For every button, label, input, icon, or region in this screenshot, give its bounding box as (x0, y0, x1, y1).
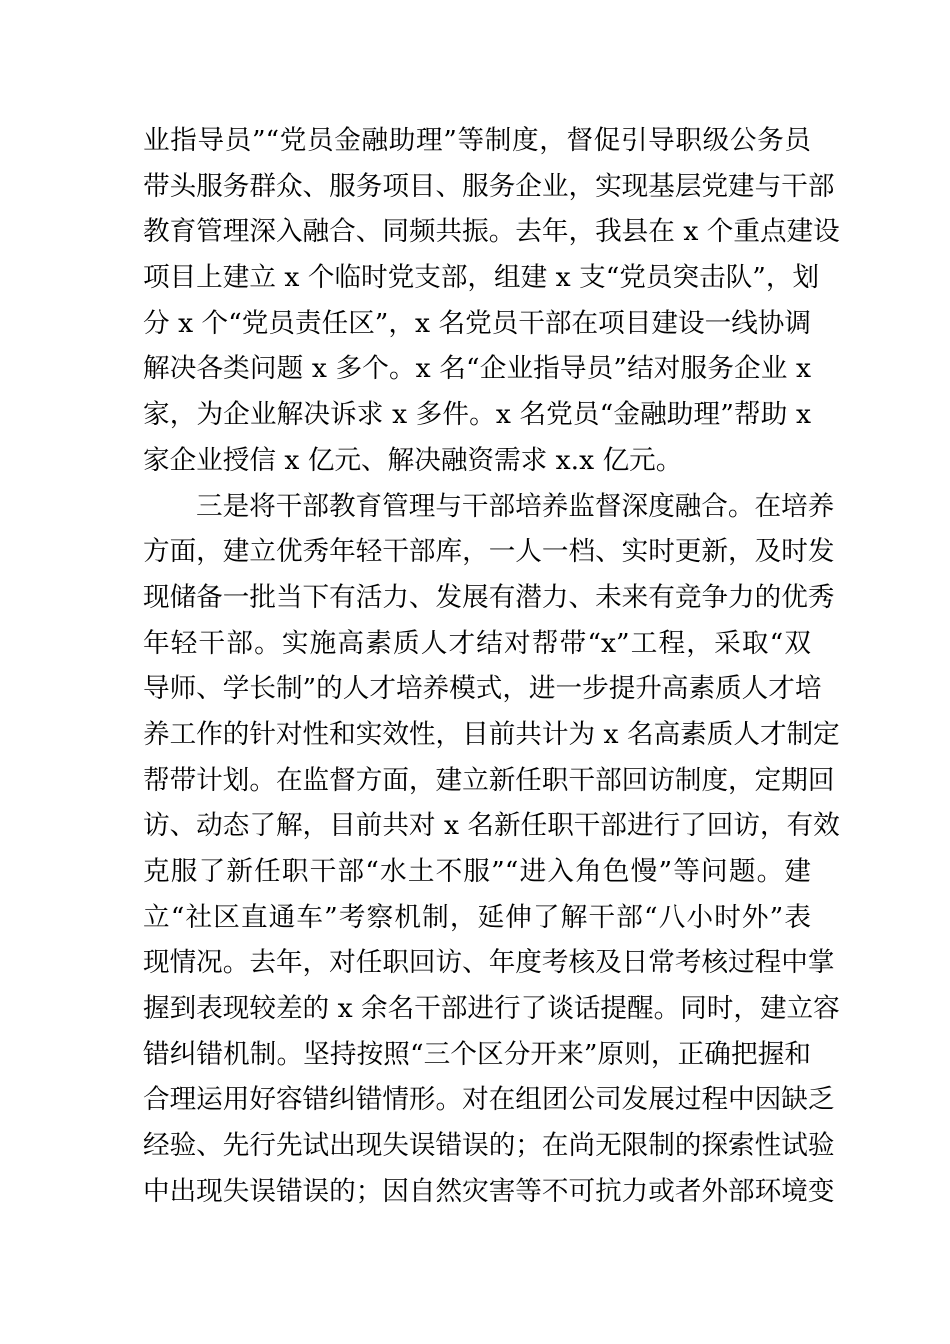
text-line: 握到表现较差的 x 余名干部进行了谈话提醒。同时，建立容 (143, 993, 840, 1025)
text-line: 中出现失误错误的；因自然灾害等不可抗力或者外部环境变 (143, 1175, 835, 1207)
text-line: 方面，建立优秀年轻干部库，一人一档、实时更新，及时发 (143, 536, 835, 568)
text-line: 现储备一批当下有活力、发展有潜力、未来有竞争力的优秀 (143, 581, 835, 613)
text-line: 帮带计划。在监督方面，建立新任职干部回访制度，定期回 (143, 764, 835, 796)
text-line: 项目上建立 x 个临时党支部，组建 x 支“党员突击队”，划 (143, 262, 820, 294)
text-line: 错纠错机制。坚持按照“三个区分开来”原则，正确把握和 (143, 1038, 811, 1070)
text-line: 访、动态了解，目前共对 x 名新任职干部进行了回访，有效 (143, 810, 840, 842)
text-line: 业指导员”“党员金融助理”等制度，督促引导职级公务员 (143, 125, 811, 156)
body-text (143, 118, 840, 1215)
text-line: 教育管理深入融合、同频共振。去年，我县在 x 个重点建设 (143, 216, 840, 248)
text-line: 克服了新任职干部“水土不服”“进入角色慢”等问题。建 (143, 856, 811, 887)
text-line: 导师、学长制”的人才培养模式，进一步提升高素质人才培 (143, 673, 822, 705)
text-line: 家，为企业解决诉求 x 多件。x 名党员“金融助理”帮助 x (143, 399, 811, 431)
paragraph-start-line: 三是将干部教育管理与干部培养监督深度融合。在培养 (196, 490, 835, 522)
text-line: 经验、先行先试出现失误错误的；在尚无限制的探索性试验 (143, 1130, 835, 1162)
text-line: 解决各类问题 x 多个。x 名“企业指导员”结对服务企业 x (143, 353, 811, 385)
text-line: 带头服务群众、服务项目、服务企业，实现基层党建与干部 (143, 170, 835, 202)
text-line: 养工作的针对性和实效性，目前共计为 x 名高素质人才制定 (143, 718, 840, 750)
paragraph-end-line: 家企业授信 x 亿元、解决融资需求 x.x 亿元。 (143, 444, 683, 476)
text-line: 立“社区直通车”考察机制，延伸了解干部“八小时外”表 (143, 901, 811, 933)
text-line: 年轻干部。实施高素质人才结对帮带“x”工程，采取“双 (143, 627, 811, 659)
text-line: 分 x 个“党员责任区”，x 名党员干部在项目建设一线协调 (143, 307, 811, 339)
text-line: 现情况。去年，对任职回访、年度考核及日常考核过程中掌 (143, 947, 835, 979)
text-line: 合理运用好容错纠错情形。对在组团公司发展过程中因缺乏 (143, 1084, 835, 1116)
